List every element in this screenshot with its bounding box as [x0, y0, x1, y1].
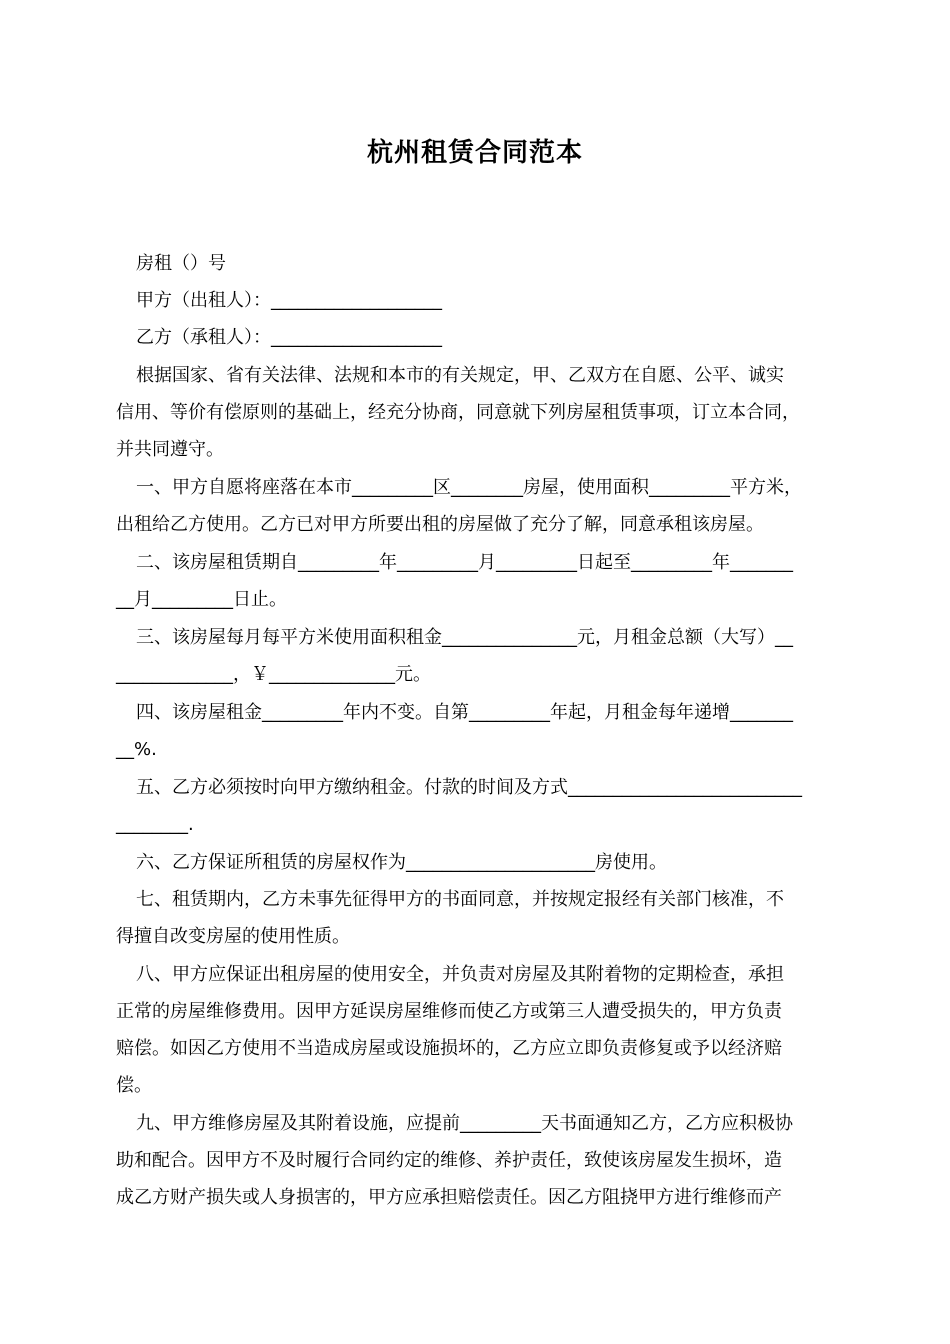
- clause-4-line-2: __%.: [116, 739, 157, 760]
- clause-9-line-2: 助和配合。因甲方不及时履行合同约定的维修、养护责任，致使该房屋发生损坏，造: [116, 1150, 782, 1171]
- preamble-line-2: 信用、等价有偿原则的基础上，经充分协商，同意就下列房屋租赁事项，订立本合同，: [116, 402, 800, 423]
- clause-3-line-1: 三、该房屋每月每平方米使用面积租金_______________元，月租金总额（大写）__: [136, 627, 793, 648]
- clause-8-line-2: 正常的房屋维修费用。因甲方延误房屋维修而使乙方或第三人遭受损失的，甲方负责: [116, 1001, 782, 1022]
- clause-5-line-1: 五、乙方必须按时向甲方缴纳租金。付款的时间及方式__________________________: [136, 777, 802, 798]
- party-b-line: 乙方（承租人）：___________________: [136, 327, 442, 348]
- document-title: 杭州租赁合同范本: [366, 138, 583, 168]
- clause-2-line-2: __月_________日止。: [116, 589, 287, 610]
- clause-4-line-1: 四、该房屋租金_________年内不变。自第_________年起，月租金每年递增_______: [136, 702, 793, 723]
- clause-7-line-2: 得擅自改变房屋的使用性质。: [116, 926, 350, 947]
- clause-3-line-2: _____________，￥______________元。: [116, 664, 431, 685]
- clause-5-line-2: ________.: [116, 814, 194, 835]
- party-a-line: 甲方（出租人）：___________________: [136, 290, 442, 311]
- preamble-line-3: 并共同遵守。: [116, 439, 224, 460]
- clause-8-line-3: 赔偿。如因乙方使用不当造成房屋或设施损坏的，乙方应立即负责修复或予以经济赔: [116, 1038, 782, 1059]
- clause-7-line-1: 七、租赁期内，乙方未事先征得甲方的书面同意，并按规定报经有关部门核准，不: [136, 889, 784, 910]
- preamble-line-1: 根据国家、省有关法律、法规和本市的有关规定，甲、乙双方在自愿、公平、诚实: [136, 365, 784, 386]
- clause-2-line-1: 二、该房屋租赁期自_________年_________月_________日起至_________年_______: [136, 552, 793, 573]
- clause-8-line-1: 八、甲方应保证出租房屋的使用安全，并负责对房屋及其附着物的定期检查，承担: [136, 964, 784, 985]
- clause-1-line-1: 一、甲方自愿将座落在本市_________区________房屋，使用面积_________平方米，: [136, 477, 802, 498]
- contract-number-line: 房租（）号: [136, 253, 226, 274]
- clause-9-line-3: 成乙方财产损失或人身损害的，甲方应承担赔偿责任。因乙方阻挠甲方进行维修而产: [116, 1187, 782, 1208]
- clause-8-line-4: 偿。: [116, 1075, 152, 1096]
- clause-1-line-2: 出租给乙方使用。乙方已对甲方所要出租的房屋做了充分了解，同意承租该房屋。: [116, 514, 764, 535]
- clause-9-line-1: 九、甲方维修房屋及其附着设施，应提前_________天书面通知乙方，乙方应积极协: [136, 1113, 793, 1134]
- clause-6-line-1: 六、乙方保证所租赁的房屋权作为_____________________房使用。: [136, 852, 667, 873]
